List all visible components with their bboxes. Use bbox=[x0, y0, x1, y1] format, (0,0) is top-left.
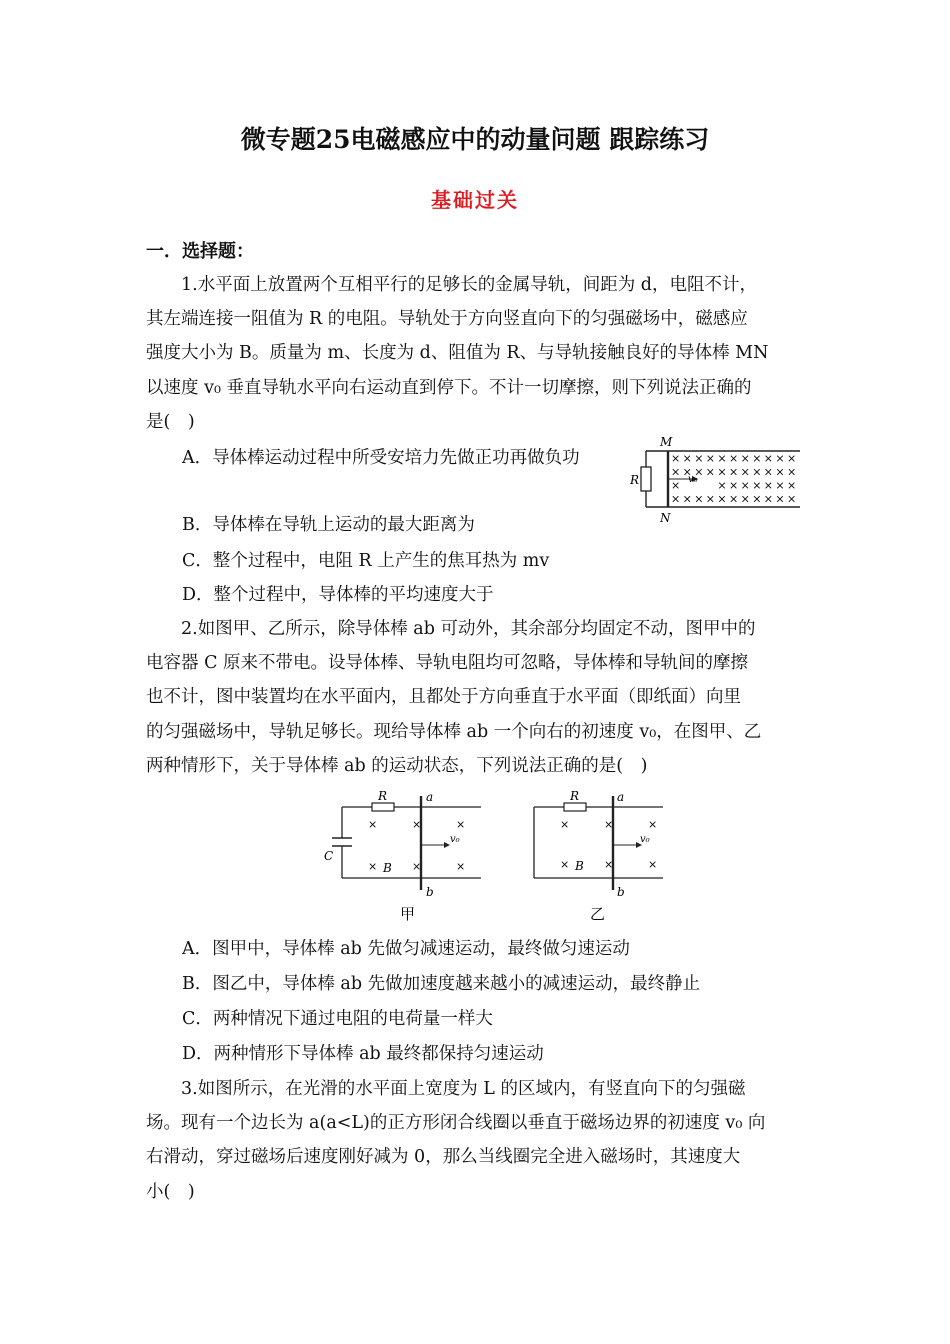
q2-circuit-figures bbox=[318, 788, 668, 928]
q3-line-2: 场。现有一个边长为 a(a<L)的正方形闭合线圈以垂直于磁场边界的初速度 v₀ 向 bbox=[146, 1113, 766, 1134]
q1-option-d: D．整个过程中，导体棒的平均速度大于 bbox=[182, 585, 494, 605]
field-cross: × bbox=[775, 452, 785, 465]
field-cross: × bbox=[763, 492, 774, 506]
q3-line-4: 小( ) bbox=[146, 1181, 195, 1202]
field-cross: × bbox=[717, 452, 727, 465]
q1-line-5: 是( ) bbox=[146, 411, 195, 432]
field-cross: × bbox=[717, 492, 727, 506]
field-cross: × bbox=[763, 479, 774, 492]
field-cross: × bbox=[752, 452, 762, 465]
q3-line-1: 3.如图所示，在光滑的水平面上宽度为 L 的区域内，有竖直向下的匀强磁 bbox=[181, 1079, 746, 1099]
field-cross: × bbox=[787, 452, 797, 465]
field-cross: × bbox=[775, 465, 785, 479]
q1-line-2: 其左端连接一阻值为 R 的电阻。导轨处于方向竖直向下的匀强磁场中，磁感应 bbox=[146, 309, 748, 330]
cross: × bbox=[456, 860, 466, 873]
q1-circuit-figure bbox=[622, 432, 804, 528]
field-cross: × bbox=[694, 465, 704, 479]
fig-jia-label-c: C bbox=[324, 849, 334, 863]
fig-jia-label-v0: v₀ bbox=[450, 834, 460, 845]
cross: × bbox=[560, 818, 570, 831]
label-n: N bbox=[660, 511, 671, 525]
field-cross: × bbox=[763, 465, 774, 479]
page-title: 微专题25电磁感应中的动量问题 跟踪练习 bbox=[240, 125, 710, 154]
q1-option-c: C．整个过程中，电阻 R 上产生的焦耳热为 mv bbox=[182, 551, 550, 571]
fig-yi-label-v0: v₀ bbox=[640, 834, 650, 845]
cross: × bbox=[648, 858, 658, 871]
figure-yi bbox=[534, 789, 663, 923]
field-cross: × bbox=[682, 452, 692, 465]
fig-yi-label-b-field: B bbox=[575, 859, 584, 873]
q2-line-3: 也不计，图中装置均在水平面内，且都处于方向垂直于水平面（即纸面）向里 bbox=[146, 687, 741, 708]
fig-jia-label-b-field: B bbox=[383, 861, 392, 875]
q2-option-c: C．两种情况下通过电阻的电荷量一样大 bbox=[182, 1009, 493, 1029]
label-r: R bbox=[630, 473, 640, 487]
q2-option-d: D．两种情形下导体棒 ab 最终都保持匀速运动 bbox=[182, 1044, 544, 1064]
label-m: M bbox=[660, 435, 673, 449]
field-cross: × bbox=[752, 465, 762, 479]
field-cross: × bbox=[671, 479, 681, 492]
cross: × bbox=[456, 818, 466, 831]
field-cross: × bbox=[671, 492, 681, 506]
field-cross: × bbox=[717, 479, 727, 492]
question-1-text bbox=[146, 268, 806, 439]
q1-line-4: 以速度 v₀ 垂直导轨水平向右运动直到停下。不计一切摩擦，则下列说法正确的 bbox=[146, 377, 752, 398]
field-cross: × bbox=[775, 479, 785, 492]
field-cross: × bbox=[787, 479, 797, 492]
question-2-text bbox=[146, 612, 806, 783]
field-cross: × bbox=[740, 452, 750, 465]
cross: × bbox=[412, 860, 422, 873]
cross: × bbox=[560, 858, 570, 871]
field-cross: × bbox=[682, 465, 692, 479]
q1-line-3: 强度大小为 B。质量为 m、长度为 d、阻值为 R、与导轨接触良好的导体棒 MN bbox=[146, 343, 769, 364]
caption-jia: 甲 bbox=[400, 905, 416, 923]
fig-jia-label-a: a bbox=[426, 790, 434, 804]
q2-line-4: 的匀强磁场中，导轨足够长。现给导体棒 ab 一个向右的初速度 v₀，在图甲、乙 bbox=[146, 721, 762, 742]
field-cross: × bbox=[787, 492, 797, 506]
cross: × bbox=[604, 818, 614, 831]
section-heading: 一．选择题： bbox=[146, 241, 254, 262]
fig-yi-label-r: R bbox=[570, 789, 580, 803]
q2-line-1: 2.如图甲、乙所示，除导体棒 ab 可动外，其余部分均固定不动，图甲中的 bbox=[181, 619, 756, 639]
q3-line-3: 右滑动，穿过磁场后速度刚好减为 0，那么当线圈完全进入磁场时，其速度大 bbox=[146, 1147, 741, 1168]
field-cross: × bbox=[729, 452, 739, 465]
field-cross: × bbox=[671, 452, 681, 465]
field-cross: × bbox=[729, 492, 739, 506]
cross: × bbox=[368, 818, 378, 831]
q1-option-b: B．导体棒在导轨上运动的最大距离为 bbox=[182, 515, 475, 535]
fig-jia-label-b: b bbox=[426, 885, 434, 899]
fig-yi-label-a: a bbox=[617, 790, 625, 804]
field-cross: × bbox=[694, 452, 704, 465]
q2-option-a: A．图甲中，导体棒 ab 先做匀减速运动，最终做匀速运动 bbox=[182, 939, 630, 959]
field-cross: × bbox=[705, 492, 716, 506]
cross: × bbox=[412, 818, 422, 831]
field-cross: × bbox=[740, 465, 750, 479]
field-cross: × bbox=[775, 492, 785, 506]
field-cross: × bbox=[682, 492, 692, 506]
field-cross: × bbox=[717, 465, 727, 479]
field-cross: × bbox=[763, 452, 774, 465]
q1-option-a: A．导体棒运动过程中所受安培力先做正功再做负功 bbox=[182, 448, 580, 468]
question-3-text bbox=[146, 1072, 806, 1209]
fig-jia-label-r: R bbox=[378, 789, 388, 803]
field-cross: × bbox=[705, 465, 716, 479]
cross: × bbox=[368, 860, 378, 873]
field-cross: × bbox=[752, 492, 762, 506]
field-cross: × bbox=[671, 465, 681, 479]
label-v0: v₀ bbox=[688, 474, 698, 485]
figure-jia bbox=[324, 789, 481, 923]
field-cross: × bbox=[740, 492, 750, 506]
field-cross: × bbox=[787, 465, 797, 479]
fig-yi-label-b: b bbox=[617, 885, 625, 899]
field-cross: × bbox=[752, 479, 762, 492]
q1-line-1: 1.水平面上放置两个互相平行的足够长的金属导轨，间距为 d，电阻不计， bbox=[181, 275, 757, 295]
q2-line-2: 电容器 C 原来不带电。设导体棒、导轨电阻均可忽略，导体棒和导轨间的摩擦 bbox=[146, 653, 749, 674]
field-cross: × bbox=[705, 452, 716, 465]
q2-line-5: 两种情形下，关于导体棒 ab 的运动状态，下列说法正确的是( ) bbox=[146, 755, 648, 776]
q2-option-b: B．图乙中，导体棒 ab 先做加速度越来越小的减速运动，最终静止 bbox=[182, 974, 701, 994]
field-cross: × bbox=[729, 479, 739, 492]
cross: × bbox=[604, 858, 614, 871]
cross: × bbox=[648, 818, 658, 831]
caption-yi: 乙 bbox=[590, 905, 606, 923]
field-cross: × bbox=[740, 479, 750, 492]
field-cross: × bbox=[694, 492, 704, 506]
page-subtitle: 基础过关 bbox=[431, 188, 519, 212]
field-cross: × bbox=[729, 465, 739, 479]
